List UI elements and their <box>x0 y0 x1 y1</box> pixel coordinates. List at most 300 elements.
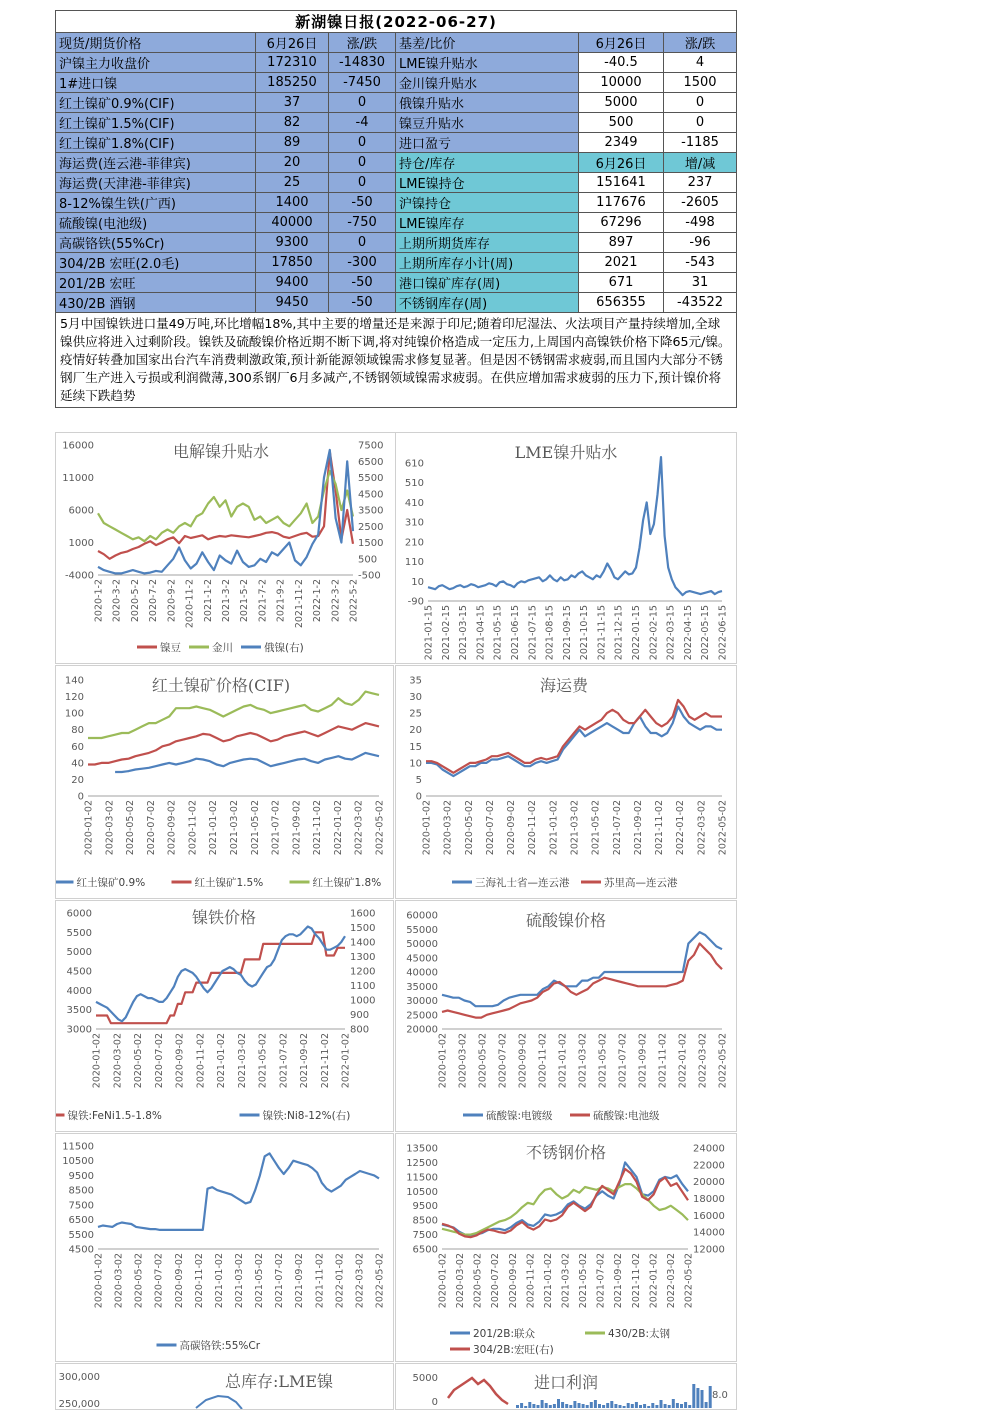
profit-bar <box>557 1399 560 1408</box>
y-tick-label: 4000 <box>66 985 92 997</box>
y-tick-label: 9500 <box>68 1170 94 1182</box>
x-tick-label: 2021-09-02 <box>637 1033 649 1089</box>
table-row <box>56 213 737 233</box>
x-tick-label: 2022-02-15 <box>648 605 660 661</box>
table-cell: -50 <box>329 273 396 293</box>
table-cell: 0 <box>664 113 737 133</box>
y-tick-label-right: 6500 <box>358 456 384 468</box>
x-tick-label: 2021-05-02 <box>254 1253 266 1309</box>
x-tick-label: 2021-01-02 <box>208 800 220 856</box>
x-tick-label: 2021-03-02 <box>229 800 240 856</box>
chart-title: 镍铁价格 <box>191 908 257 927</box>
table-cell: 进口盈亏 <box>396 133 579 153</box>
x-tick-label: 2020-7-2 <box>148 579 160 623</box>
x-tick-label: 2022-1-2 <box>312 579 324 623</box>
y-tick-label-right: 7500 <box>358 440 384 452</box>
y-tick-label-right: 14000 <box>693 1227 725 1239</box>
chart-nickel-premium <box>56 433 395 663</box>
y-tick-label: 20 <box>71 774 84 786</box>
y-tick-label: 4500 <box>68 1244 94 1256</box>
x-tick-label: 2020-05-02 <box>133 1033 144 1089</box>
profit-bar <box>627 1403 630 1408</box>
profit-bar <box>549 1405 552 1408</box>
y-tick-label: 6500 <box>68 1215 94 1227</box>
table-cell: 0 <box>329 153 396 173</box>
y-tick-label: 45000 <box>406 953 438 965</box>
x-tick-label: 2022-05-02 <box>374 1253 386 1309</box>
y-tick-label: 120 <box>64 692 84 704</box>
x-tick-label: 2020-07-02 <box>484 800 496 856</box>
profit-bar <box>696 1388 699 1408</box>
table-cell: 增/减 <box>664 153 737 173</box>
y-tick-label: 40 <box>71 758 84 770</box>
table-cell: 2349 <box>579 133 664 153</box>
table-cell: -40.5 <box>579 53 664 73</box>
y-tick-label: 35000 <box>406 981 438 993</box>
profit-bar <box>647 1406 650 1408</box>
chart-title: 进口利润 <box>533 1373 599 1392</box>
y-tick-label: 510 <box>404 478 424 490</box>
x-tick-label: 2021-02-15 <box>440 605 452 661</box>
chart-ferrochrome <box>56 1134 393 1361</box>
x-tick-label: 2020-09-02 <box>517 1033 529 1089</box>
y-tick-label: 0 <box>77 791 84 803</box>
y-tick-label: 110 <box>404 557 424 569</box>
y-tick-label: 8500 <box>68 1185 94 1197</box>
x-tick-label: 2020-07-02 <box>153 1253 165 1309</box>
y-tick-label: 60000 <box>406 910 438 922</box>
x-tick-label: 2020-03-02 <box>455 1253 467 1309</box>
profit-bar <box>541 1400 544 1408</box>
x-tick-label: 2022-3-2 <box>330 579 342 623</box>
table-cell: 红土镍矿1.5%(CIF) <box>56 113 256 133</box>
y-tick-label-right: 1300 <box>350 952 376 963</box>
y-tick-label: -4000 <box>64 570 94 582</box>
profit-line <box>448 1378 508 1404</box>
table-cell: 红土镍矿0.9%(CIF) <box>56 93 256 113</box>
table-cell: -96 <box>664 233 737 253</box>
x-tick-label: 2020-05-02 <box>125 800 137 856</box>
y-tick-label: 60 <box>71 741 84 753</box>
table-cell: -4 <box>329 113 396 133</box>
market-commentary: 5月中国镍铁进口量49万吨,环比增幅18%,其中主要的增量还是来源于印尼;随着印尼湿法、火法项目产量持续增加,全球镍供应将进入过剩阶段。镍铁及硫酸镍价格近期不断下调,将对纯镍价格造成一定压力,上周国内高镍铁价格下降65元/镍。疫情好转叠加国家出台汽车消费刺激政策,预计新能源领域镍需求修复显著。但是因不锈钢需求疲弱,而且国内大部分不锈钢厂生产进入亏损或利润微薄,300系钢厂6月多减产,不锈钢领域镍需求疲弱。在供应增加需求疲弱的压力下,预计镍价将延续下跌趋势 <box>56 313 737 408</box>
table-cell: -43522 <box>664 293 737 313</box>
table-cell: 67296 <box>579 213 664 233</box>
series-line <box>428 457 722 595</box>
x-tick-label: 2022-01-02 <box>675 800 687 856</box>
table-cell: 656355 <box>579 293 664 313</box>
x-tick-label: 2022-01-15 <box>631 605 643 661</box>
x-tick-label: 2022-05-02 <box>683 1253 695 1309</box>
x-tick-label: 2021-01-02 <box>213 1253 225 1309</box>
table-cell: 俄镍升贴水 <box>396 93 579 113</box>
y-tick: 0 <box>431 1397 438 1408</box>
x-tick-label: 2021-09-02 <box>632 800 644 856</box>
table-cell: 430/2B 酒钢 <box>56 293 256 313</box>
table-row <box>56 293 737 313</box>
y-tick-label: 10500 <box>406 1186 438 1198</box>
x-tick-label: 2021-07-02 <box>595 1253 607 1309</box>
table-cell: 2021 <box>579 253 664 273</box>
y-tick-label: 15 <box>409 741 422 753</box>
y-tick-label-right: 1100 <box>350 981 376 992</box>
table-cell: -14830 <box>329 53 396 73</box>
series-line <box>98 471 353 541</box>
x-tick-label: 2020-01-02 <box>91 1033 103 1089</box>
legend-label: 硫酸镍:电镀级 <box>486 1110 553 1122</box>
chart-nickel-sulfate <box>396 901 736 1131</box>
x-tick-label: 2021-11-2 <box>293 579 305 629</box>
profit-bar <box>614 1404 617 1408</box>
x-tick-label: 2021-11-15 <box>596 605 608 661</box>
series-line <box>98 450 353 574</box>
x-tick-label: 2021-09-02 <box>613 1253 625 1309</box>
y-tick-label: 40000 <box>406 967 438 979</box>
table-cell: -300 <box>329 253 396 273</box>
x-tick-label: 2021-05-02 <box>578 1253 590 1309</box>
table-cell: -7450 <box>329 73 396 93</box>
table-cell: LME镍持仓 <box>396 173 579 193</box>
y-tick-label: 30000 <box>406 996 438 1007</box>
chart-title: LME镍升贴水 <box>514 443 618 462</box>
profit-bar <box>586 1405 589 1408</box>
profit-bar <box>668 1405 671 1408</box>
x-tick-label: 2020-11-02 <box>193 1253 205 1309</box>
x-tick-label: 2022-01-02 <box>677 1033 689 1089</box>
y-tick-label: 11000 <box>62 473 94 484</box>
x-tick-label: 2022-01-02 <box>648 1253 660 1309</box>
x-tick-label: 2022-01-02 <box>332 800 344 856</box>
profit-bar <box>623 1406 626 1408</box>
series-line <box>88 692 379 738</box>
x-tick-label: 2021-10-15 <box>579 605 591 661</box>
table-cell: 0 <box>329 173 396 193</box>
x-tick-label: 2020-01-02 <box>93 1253 105 1309</box>
x-tick-label: 2022-03-02 <box>696 800 708 856</box>
y-tick-label: 16000 <box>62 440 94 452</box>
y-tick-label: 9500 <box>412 1201 438 1213</box>
table-row <box>56 173 737 193</box>
x-tick-label: 2021-01-02 <box>557 1033 569 1089</box>
table-cell: 上期所期货库存 <box>396 233 579 253</box>
x-tick-label: 2021-07-02 <box>274 1253 286 1309</box>
table-cell: 0 <box>329 233 396 253</box>
table-cell: 1400 <box>256 193 329 213</box>
profit-bar <box>639 1405 642 1408</box>
x-tick-label: 2021-7-2 <box>257 579 269 623</box>
y-tick: 5000 <box>412 1373 438 1384</box>
y-tick-label: 50000 <box>406 939 438 950</box>
x-tick-label: 2021-03-15 <box>458 605 470 661</box>
table-cell: 9300 <box>256 233 329 253</box>
profit-bar <box>701 1390 704 1408</box>
table-cell: 671 <box>579 273 664 293</box>
profit-bar <box>545 1403 548 1408</box>
x-tick-label: 2020-03-02 <box>112 1033 124 1089</box>
legend-label: 三海礼士省—连云港 <box>475 877 570 889</box>
chart-title: 海运费 <box>539 676 589 695</box>
profit-bar <box>651 1403 654 1408</box>
table-cell: -750 <box>329 213 396 233</box>
table-cell: 151641 <box>579 173 664 193</box>
x-tick-label: 2021-11-02 <box>312 800 324 856</box>
profit-bar <box>582 1404 585 1408</box>
x-tick-label: 2022-03-02 <box>353 800 365 856</box>
x-tick-label: 2020-03-02 <box>457 1033 469 1089</box>
x-tick-label: 2020-03-02 <box>442 800 454 856</box>
profit-bar <box>602 1405 605 1408</box>
table-row <box>56 73 737 93</box>
y-tick-label: 7500 <box>412 1230 438 1242</box>
y-tick-label-right: 16000 <box>693 1210 725 1222</box>
header-cell: 现货/期货价格 <box>56 33 256 53</box>
x-tick-label: 2021-09-02 <box>294 1253 306 1309</box>
y-tick-label-right: 18000 <box>693 1194 725 1205</box>
x-tick-label: 2020-05-02 <box>463 800 475 856</box>
series-line <box>115 753 379 772</box>
y-tick-label: 5000 <box>66 947 92 959</box>
table-cell: 25 <box>256 173 329 193</box>
y-tick-label-right: 20000 <box>693 1177 725 1189</box>
y-tick-label: 35 <box>409 675 422 687</box>
chart-title: 红土镍矿价格(CIF) <box>151 676 291 695</box>
table-cell: 185250 <box>256 73 329 93</box>
x-tick-label: 2021-03-02 <box>234 1253 245 1309</box>
y-tick-label: 4500 <box>66 966 92 978</box>
table-cell: 5000 <box>579 93 664 113</box>
daily-report-table <box>55 10 737 408</box>
x-tick-label: 2020-07-02 <box>145 800 157 856</box>
y-tick-label-right: 1600 <box>350 908 376 920</box>
table-cell: 31 <box>664 273 737 293</box>
x-tick-label: 2021-05-02 <box>257 1033 269 1089</box>
y-tick-label: 5500 <box>68 1229 94 1241</box>
table-cell: 6月26日 <box>579 153 664 173</box>
table-row <box>56 193 737 213</box>
chart-title: 总库存:LME镍 <box>224 1372 334 1391</box>
legend-label: 430/2B:太钢 <box>608 1328 671 1340</box>
table-cell: LME镍库存 <box>396 213 579 233</box>
profit-bar <box>692 1384 695 1408</box>
profit-bar <box>631 1404 634 1408</box>
x-tick-label: 2021-11-02 <box>657 1033 669 1089</box>
x-tick-label: 2020-11-02 <box>525 1253 537 1309</box>
profit-bar <box>676 1403 679 1408</box>
table-cell: 40000 <box>256 213 329 233</box>
x-tick-label: 2021-05-15 <box>492 605 504 661</box>
x-tick-label: 2022-04-15 <box>682 605 694 661</box>
y-tick-label-right: 1500 <box>358 538 384 549</box>
table-row <box>56 273 737 293</box>
chart-lme-stock <box>56 1364 393 1409</box>
x-tick-label: 2021-08-15 <box>544 605 556 661</box>
profit-bar <box>643 1404 646 1408</box>
series-line <box>426 707 722 777</box>
y-tick-label-right: 900 <box>350 1010 370 1021</box>
chart-title: 硫酸镍价格 <box>525 911 607 930</box>
table-cell: 海运费(天津港-菲律宾) <box>56 173 256 193</box>
legend-label: 金川 <box>212 642 233 654</box>
legend-label: 红土镍矿0.9% <box>76 877 146 889</box>
profit-bar <box>709 1386 712 1408</box>
y-tick-label: 20 <box>409 725 422 737</box>
series-line <box>88 723 379 764</box>
x-tick-label: 2021-07-02 <box>617 1033 629 1089</box>
chart-panel-lme-premium <box>395 432 737 664</box>
chart-panel-nickel-premium <box>55 432 396 664</box>
x-tick-label: 2021-11-02 <box>654 800 666 856</box>
y-tick-label: 11500 <box>406 1172 438 1184</box>
table-cell: 持仓/库存 <box>396 153 579 173</box>
x-tick-label: 2021-11-02 <box>314 1253 326 1309</box>
legend-label: 硫酸镍:电池级 <box>593 1110 660 1122</box>
x-tick-label: 2020-11-02 <box>537 1033 549 1089</box>
y-tick-label: 20000 <box>406 1024 438 1036</box>
table-cell: -543 <box>664 253 737 273</box>
x-tick-label: 2021-11-02 <box>630 1253 642 1309</box>
y-tick-label-right: 1200 <box>350 966 376 978</box>
chart-panel-freight <box>395 665 737 899</box>
chart-title: 电解镍升贴水 <box>172 442 270 461</box>
x-tick-label: 2022-05-15 <box>700 605 712 661</box>
table-cell: 37 <box>256 93 329 113</box>
table-cell: 高碳铬铁(55%Cr) <box>56 233 256 253</box>
x-tick-label: 2021-12-15 <box>613 605 625 661</box>
table-cell: 10000 <box>579 73 664 93</box>
x-tick-label: 2021-07-02 <box>278 1033 290 1089</box>
x-tick-label: 2020-11-02 <box>187 800 199 856</box>
table-cell: 海运费(连云港-菲律宾) <box>56 153 256 173</box>
y-tick-label-right: 2500 <box>358 521 384 533</box>
y-tick-label: 6000 <box>66 908 92 920</box>
legend-label: 镍铁:Ni8-12%(右) <box>262 1110 351 1122</box>
y-tick-label: 10 <box>411 576 424 588</box>
x-tick-label: 2022-01-02 <box>340 1033 352 1089</box>
x-tick-label: 2021-09-02 <box>299 1033 310 1089</box>
legend-label: 红土镍矿1.5% <box>194 877 264 889</box>
profit-bar <box>688 1405 691 1408</box>
x-tick-label: 2020-09-02 <box>506 800 518 856</box>
table-cell: 89 <box>256 133 329 153</box>
profit-bar <box>664 1404 667 1408</box>
profit-bar <box>606 1403 609 1408</box>
chart-nickel-pig-iron <box>56 901 393 1131</box>
title-row <box>56 11 737 33</box>
legend-label: 镍豆 <box>160 642 181 654</box>
x-tick-label: 2021-05-02 <box>249 800 261 856</box>
table-cell: 1#进口镍 <box>56 73 256 93</box>
y-tick: 300,000 <box>58 1372 100 1383</box>
note-row <box>56 313 737 408</box>
table-row <box>56 113 737 133</box>
table-cell: -2605 <box>664 193 737 213</box>
table-cell: 1500 <box>664 73 737 93</box>
x-tick-label: 2021-09-02 <box>291 800 303 856</box>
x-tick-label: 2021-3-2 <box>221 579 232 623</box>
x-tick-label: 2020-05-02 <box>477 1033 489 1089</box>
table-cell: 0 <box>329 93 396 113</box>
header-cell: 涨/跌 <box>664 33 737 53</box>
x-tick-label: 2022-03-02 <box>354 1253 366 1309</box>
table-cell: 82 <box>256 113 329 133</box>
chart-laterite-ore <box>56 666 393 898</box>
table-row <box>56 233 737 253</box>
chart-title: 不锈钢价格 <box>525 1143 607 1162</box>
x-tick-label: 2021-07-02 <box>611 800 623 856</box>
chart-freight <box>396 666 736 898</box>
table-cell: 172310 <box>256 53 329 73</box>
legend-label: 201/2B:联众 <box>473 1328 536 1340</box>
x-tick-label: 2020-01-02 <box>421 800 433 856</box>
y-tick-label: 140 <box>64 675 84 687</box>
x-tick-label: 2020-09-02 <box>166 800 178 856</box>
profit-bar <box>578 1403 581 1408</box>
x-tick-label: 2021-09-15 <box>561 605 573 661</box>
chart-panel-laterite-ore <box>55 665 394 899</box>
profit-bar <box>680 1404 683 1408</box>
x-tick-label: 2020-11-02 <box>195 1033 207 1089</box>
y-tick-label-right: 4500 <box>358 489 384 501</box>
x-tick-label: 2020-03-02 <box>104 800 116 856</box>
y-tick-label-right: 1000 <box>350 995 376 1007</box>
y-tick-label: 100 <box>64 708 84 720</box>
x-tick-label: 2021-01-02 <box>216 1033 227 1089</box>
y-tick-label: 8500 <box>412 1215 438 1227</box>
x-tick-label: 2021-03-02 <box>560 1253 572 1309</box>
profit-bar <box>532 1404 535 1408</box>
table-cell: 17850 <box>256 253 329 273</box>
y-tick-label: 610 <box>404 458 424 470</box>
x-tick-label: 2021-03-02 <box>577 1033 589 1089</box>
chart-lme-premium <box>396 433 736 663</box>
chart-panel-nickel-pig-iron <box>55 900 394 1132</box>
table-cell: 9450 <box>256 293 329 313</box>
x-tick-label: 2021-5-2 <box>239 579 251 623</box>
y-tick-label-right: 3500 <box>358 505 384 517</box>
x-tick-label: 2021-07-15 <box>527 605 539 661</box>
header-cell: 涨/跌 <box>329 33 396 53</box>
table-cell: 201/2B 宏旺 <box>56 273 256 293</box>
legend-label: 红土镍矿1.8% <box>312 877 382 889</box>
y-tick-label: 30 <box>409 692 422 704</box>
y-tick-label-right: 24000 <box>693 1143 725 1155</box>
table-row <box>56 93 737 113</box>
x-tick-label: 2021-11-02 <box>319 1033 331 1089</box>
x-tick-label: 2020-07-02 <box>490 1253 502 1309</box>
y-tick-label-right: -500 <box>358 570 381 582</box>
x-tick-label: 2021-01-02 <box>542 1253 554 1309</box>
profit-bar <box>594 1400 597 1408</box>
table-row <box>56 53 737 73</box>
table-cell: 0 <box>329 133 396 153</box>
legend-label: 304/2B:宏旺(右) <box>473 1344 554 1356</box>
y-tick-label: 410 <box>404 497 424 509</box>
x-tick-label: 2020-01-02 <box>437 1253 449 1309</box>
y-tick-label: 55000 <box>406 924 438 936</box>
y-tick-label: 5500 <box>66 927 92 939</box>
y-tick-label-right: 500 <box>358 554 378 566</box>
table-cell: 金川镍升贴水 <box>396 73 579 93</box>
header-row <box>56 33 737 53</box>
table-cell: 9400 <box>256 273 329 293</box>
profit-bar <box>672 1399 675 1408</box>
y-tick-label-right: 1400 <box>350 937 376 949</box>
table-cell: 897 <box>579 233 664 253</box>
table-cell: -50 <box>329 293 396 313</box>
table-row <box>56 253 737 273</box>
series-line <box>442 932 722 1006</box>
chart-stainless <box>396 1134 736 1361</box>
